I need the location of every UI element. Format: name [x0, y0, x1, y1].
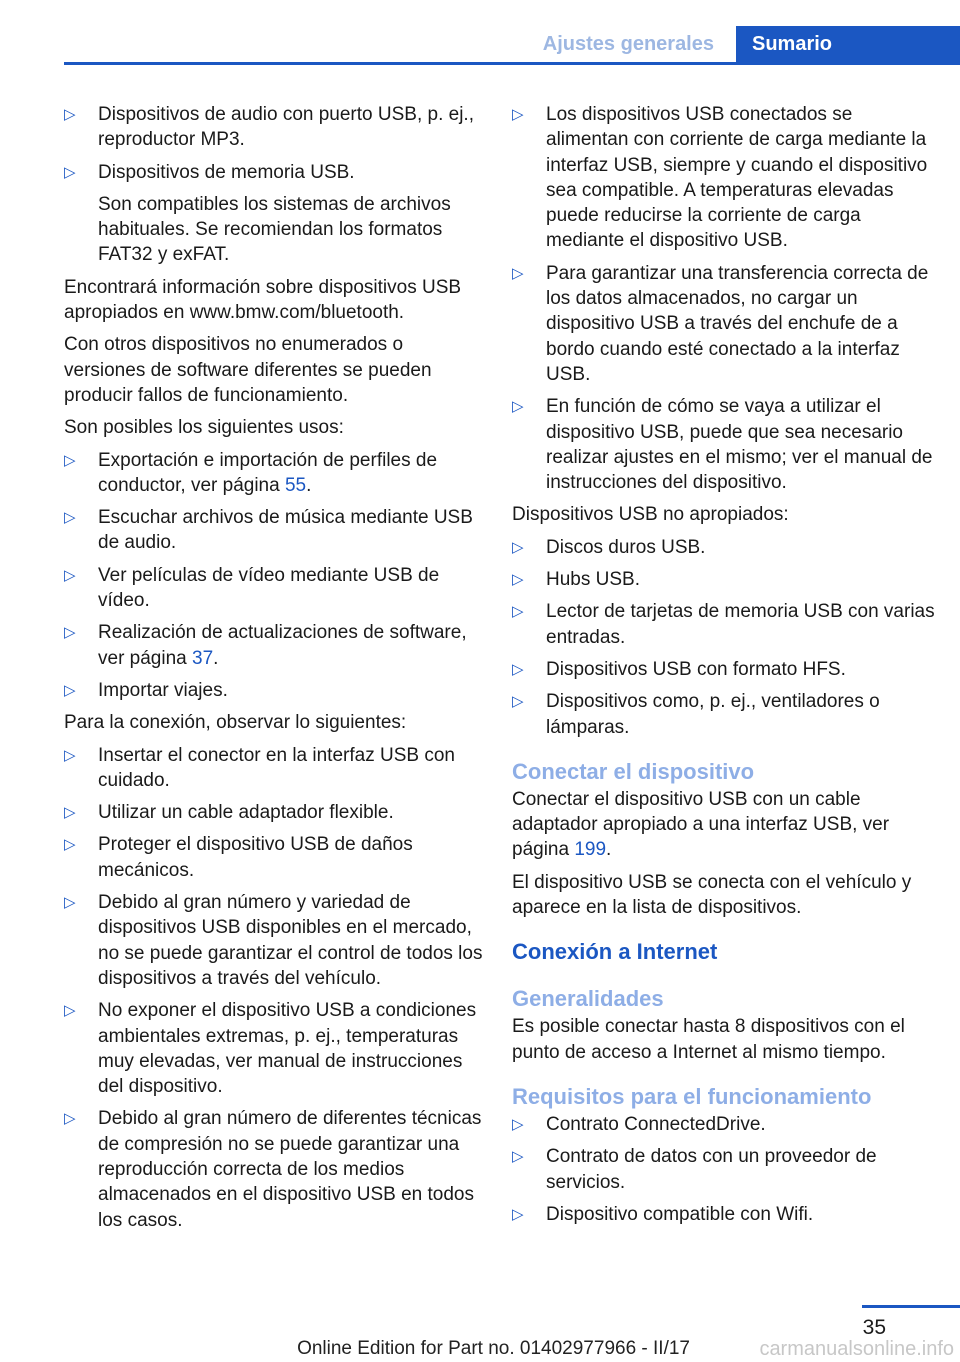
list-item — [64, 620, 484, 671]
list-item — [512, 1112, 936, 1137]
list-item-text: Exportación e importación de perfiles de conductor, ver página — [98, 449, 438, 496]
heading-general: Generalidades — [512, 986, 664, 1012]
triangle-bullet-icon: ▷ — [512, 538, 524, 556]
list-item — [64, 998, 484, 1099]
list-item-text: Ver películas de vídeo mediante USB de vídeo. — [98, 564, 440, 612]
heading-connect-device: Conectar el dispositivo — [512, 758, 755, 784]
list-item-text: Lector de tarjetas de memoria USB con varias entradas. — [546, 601, 935, 648]
list-item — [512, 102, 936, 254]
heading-requirements: Requisitos para el funcionamiento — [512, 1083, 872, 1109]
list-item — [512, 689, 936, 740]
punctuation: . — [306, 474, 312, 496]
summary-tab[interactable]: Sumario — [736, 26, 960, 62]
list-item — [512, 535, 936, 560]
heading-internet-connection: Conexión a Internet — [512, 939, 718, 965]
triangle-bullet-icon: ▷ — [512, 660, 524, 678]
general-paragraph: Es posible conectar hasta 8 dispositivos con el punto de acceso a Internet al mismo tiempo. — [512, 1016, 905, 1063]
triangle-bullet-icon: ▷ — [64, 1002, 76, 1020]
usb-device-list — [64, 102, 484, 268]
triangle-bullet-icon: ▷ — [512, 1205, 524, 1223]
triangle-bullet-icon: ▷ — [512, 603, 524, 621]
triangle-bullet-icon: ▷ — [64, 894, 76, 912]
list-item-text: Contrato de datos con un proveedor de servicios. — [546, 1146, 877, 1193]
list-item — [64, 678, 484, 703]
left-column — [64, 102, 484, 1240]
list-item-text: Debido al gran número y variedad de dispositivos USB disponibles en el mercado, no se puede garantizar el control de todos los dispositivos a través del vehículo. — [98, 892, 483, 989]
list-item-text: Insertar el conector en la interfaz USB con cuidado. — [98, 744, 455, 791]
list-item — [512, 394, 936, 495]
list-item-text: Hubs USB. — [546, 569, 640, 591]
triangle-bullet-icon: ▷ — [512, 1115, 524, 1133]
triangle-bullet-icon: ▷ — [64, 804, 76, 822]
triangle-bullet-icon: ▷ — [512, 106, 524, 123]
page-header — [64, 26, 960, 65]
list-item-text: Dispositivo compatible con Wifi. — [546, 1203, 814, 1225]
punctuation: . — [606, 839, 612, 861]
right-column — [512, 102, 936, 1234]
triangle-bullet-icon: ▷ — [64, 163, 76, 181]
list-item-text: Discos duros USB. — [546, 536, 706, 558]
connected-paragraph: El dispositivo USB se conecta con el vehículo y aparece en la lista de dispositivos. — [512, 871, 912, 919]
list-item-note: Son compatibles los sistemas de archivos habituales. Se recomiendan los formatos FAT32 y exFAT. — [98, 193, 451, 266]
list-item-text: Los dispositivos USB conectados se alimentan con corriente de carga mediante la interfaz USB, siempre y cuando el dispositivo sea compatible. A temperaturas elevadas puede reducirse la corriente de carga mediante el dispositivo USB. — [546, 104, 928, 252]
triangle-bullet-icon: ▷ — [64, 566, 76, 584]
triangle-bullet-icon: ▷ — [64, 106, 76, 123]
list-item-text: Utilizar un cable adaptador flexible. — [98, 802, 394, 824]
triangle-bullet-icon: ▷ — [64, 836, 76, 854]
page-number: 35 — [862, 1316, 886, 1339]
info-paragraph: Encontrará información sobre dispositivos USB apropiados en www.bmw.com/bluetooth. — [64, 276, 462, 324]
connection-intro: Para la conexión, observar lo siguientes: — [64, 712, 407, 734]
list-item-text: En función de cómo se vaya a utilizar el dispositivo USB, puede que sea necesario realizar ajustes en el mismo; ver el manual de instrucciones del dispositivo. — [546, 396, 933, 494]
list-item — [64, 102, 484, 153]
connection-list — [64, 743, 484, 1233]
list-item — [64, 505, 484, 556]
list-item-text: No exponer el dispositivo USB a condiciones ambientales extremas, p. ej., temperaturas muy elevadas, ver manual de instrucciones del dispositivo. — [98, 1000, 477, 1098]
list-item — [512, 599, 936, 650]
list-item — [512, 657, 936, 682]
list-item-text: Proteger el dispositivo USB de daños mecánicos. — [98, 834, 413, 881]
list-item-text: Dispositivos USB con formato HFS. — [546, 658, 846, 680]
connect-text: Conectar el dispositivo USB con un cable adaptador apropiado a una interfaz USB, ver página — [512, 788, 890, 861]
charging-notes-list — [512, 102, 936, 495]
list-item-text: Debido al gran número de diferentes técnicas de compresión no se puede garantizar una reproducción correcta de los medios almacenados en el dispositivo USB en todos los casos. — [98, 1108, 482, 1231]
list-item-text: Para garantizar una transferencia correcta de los datos almacenados, no cargar un dispositivo USB a través del enchufe de a bordo cuando esté conectado a la interfaz USB. — [546, 262, 929, 385]
uses-list — [64, 448, 484, 704]
list-item — [512, 1144, 936, 1195]
page-link-199[interactable]: 199 — [574, 839, 607, 861]
list-item-text: Dispositivos de memoria USB. — [98, 161, 355, 183]
triangle-bullet-icon: ▷ — [64, 1110, 76, 1128]
list-item-text: Escuchar archivos de música mediante USB de audio. — [98, 507, 473, 554]
list-item — [64, 563, 484, 614]
punctuation: . — [213, 647, 219, 669]
triangle-bullet-icon: ▷ — [512, 1148, 524, 1166]
list-item — [64, 160, 484, 268]
page-link-37[interactable]: 37 — [192, 647, 214, 669]
triangle-bullet-icon: ▷ — [64, 509, 76, 527]
list-item — [64, 448, 484, 499]
triangle-bullet-icon: ▷ — [64, 624, 76, 642]
connect-paragraph — [512, 787, 936, 863]
list-item-text: Importar viajes. — [98, 679, 228, 701]
page-link-55[interactable]: 55 — [284, 474, 307, 496]
requirements-list — [512, 1112, 936, 1227]
list-item-text: Dispositivos como, p. ej., ventiladores o lámparas. — [546, 691, 880, 738]
triangle-bullet-icon: ▷ — [64, 681, 76, 699]
section-tab[interactable]: Ajustes generales — [542, 33, 714, 55]
triangle-bullet-icon: ▷ — [512, 398, 524, 416]
list-item — [64, 743, 484, 794]
list-item-text: Contrato ConnectedDrive. — [546, 1113, 766, 1135]
watermark: carmanualsonline.info — [759, 1338, 954, 1360]
triangle-bullet-icon: ▷ — [512, 264, 524, 282]
triangle-bullet-icon: ▷ — [512, 693, 524, 711]
list-item — [64, 890, 484, 991]
list-item — [512, 567, 936, 592]
list-item — [512, 261, 936, 387]
edition-note: Online Edition for Part no. 01402977966 - II/17 — [297, 1338, 690, 1359]
triangle-bullet-icon: ▷ — [512, 571, 524, 589]
list-item — [512, 1202, 936, 1227]
list-item-text: Dispositivos de audio con puerto USB, p. ej., reproductor MP3. — [98, 104, 474, 151]
list-item — [64, 832, 484, 883]
list-item — [64, 1106, 484, 1232]
triangle-bullet-icon: ▷ — [64, 746, 76, 764]
unsuitable-list — [512, 535, 936, 740]
list-item-text: Realización de actualizaciones de software, ver página — [98, 622, 467, 669]
uses-intro: Son posibles los siguientes usos: — [64, 417, 344, 439]
footer-rule — [862, 1305, 960, 1308]
unsuitable-intro: Dispositivos USB no apropiados: — [512, 504, 789, 526]
list-item — [64, 800, 484, 825]
triangle-bullet-icon: ▷ — [64, 451, 76, 469]
warning-paragraph: Con otros dispositivos no enumerados o versiones de software diferentes se pueden producir fallos de funcionamiento. — [64, 334, 432, 406]
